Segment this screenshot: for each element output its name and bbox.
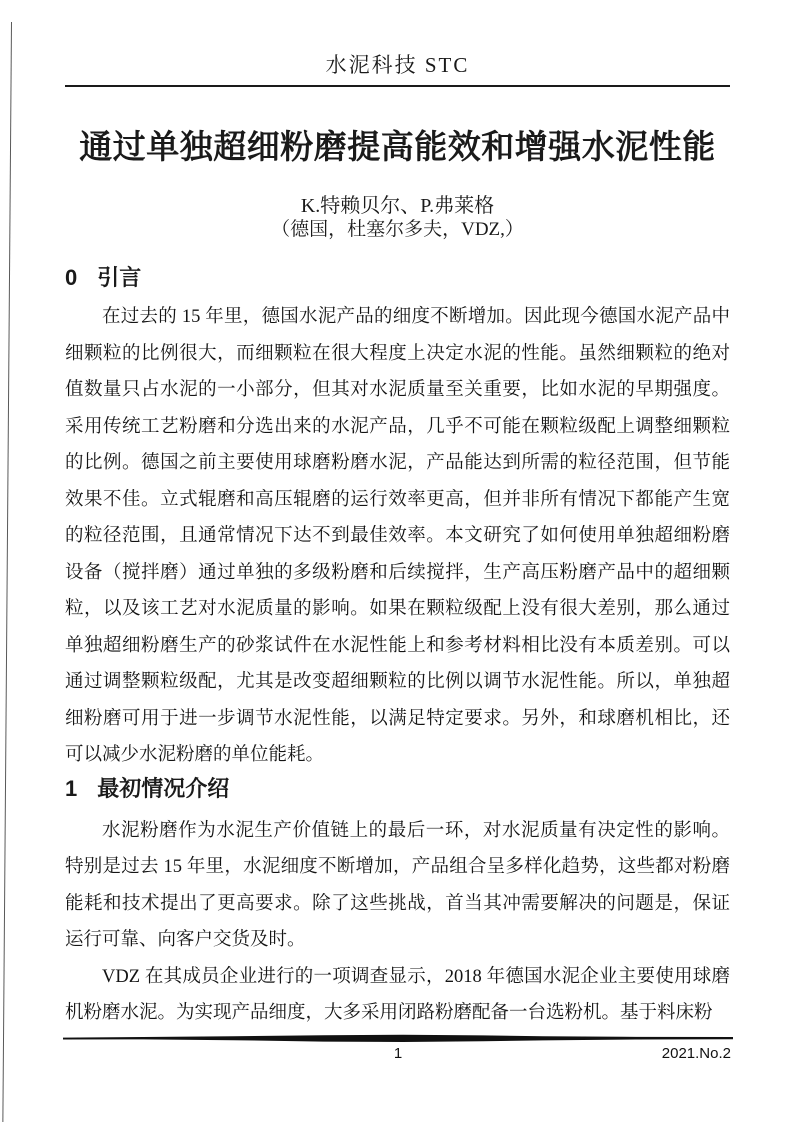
paragraph-initial-situation-1: 水泥粉磨作为水泥生产价值链上的最后一环，对水泥质量有决定性的影响。特别是过去 15 年里，水泥细度不断增加，产品组合呈多样化趋势，这些都对粉磨能耗和技术提出了更高要求。除了这些挑战，首当其冲需要解决的问题是，保证运行可靠、向客户交货及时。 [65, 820, 730, 950]
section-heading-introduction [65, 264, 730, 292]
page-footer [63, 1034, 733, 1065]
footer-row [63, 1045, 733, 1065]
article-affiliation: （德国，杜塞尔多夫，VDZ,） [271, 219, 524, 240]
page-number: 1 [393, 1045, 403, 1062]
section-heading-label: 引言 [97, 265, 142, 290]
paragraph-initial-situation-2: VDZ 在其成员企业进行的一项调查显示，2018 年德国水泥企业主要使用球磨机粉磨水泥。为实现产品细度，大多采用闭路粉磨配备一台选粉机。基于料床粉 [65, 966, 730, 1023]
article-title: 通过单独超细粉磨提高能效和增强水泥性能 [79, 128, 716, 165]
article-authors: K.特赖贝尔、P.弗莱格 [300, 195, 495, 217]
section-number: 0 [65, 265, 78, 290]
journal-title: 水泥科技 STC [325, 53, 470, 77]
footer-rule [63, 1034, 733, 1044]
section-number: 1 [65, 775, 78, 801]
paragraph-introduction: 在过去的 15 年里，德国水泥产品的细度不断增加。因此现今德国水泥产品中细颗粒的比例很大，而细颗粒在很大程度上决定水泥的性能。虽然细颗粒的绝对值数量只占水泥的一小部分，但其对水泥质量至关重要，比如水泥的早期强度。采用传统工艺粉磨和分选出来的水泥产品，几乎不可能在颗粒级配上调整细颗粒的比例。德国之前主要使用球磨粉磨水泥，产品能达到所需的粒径范围，但节能效果不佳。立式辊磨和高压辊磨的运行效率更高，但并非所有情况下都能产生宽的粒径范围，且通常情况下达不到最佳效率。本文研究了如何使用单独超细粉磨设备（搅拌磨）通过单独的多级粉磨和后续搅拌，生产高压粉磨产品中的超细颗粒，以及该工艺对水泥质量的影响。如果在颗粒级配上没有很大差别，那么通过单独超细粉磨生产的砂浆试件在水泥性能上和参考材料相比没有本质差别。可以通过调整颗粒级配，尤其是改变超细颗粒的比例以调节水泥性能。所以，单独超细粉磨可用于进一步调节水泥性能，以满足特定要求。另外，和球磨机相比，还可以减少水泥粉磨的单位能耗。 [65, 307, 730, 765]
header-rule [65, 85, 730, 87]
page-content [65, 0, 730, 1032]
issue-number: 2021.No.2 [661, 1045, 731, 1062]
section-heading-label: 最初情况介绍 [97, 775, 230, 801]
section-heading-initial-situation [65, 774, 730, 804]
scan-artifact-line [2, 22, 12, 1122]
